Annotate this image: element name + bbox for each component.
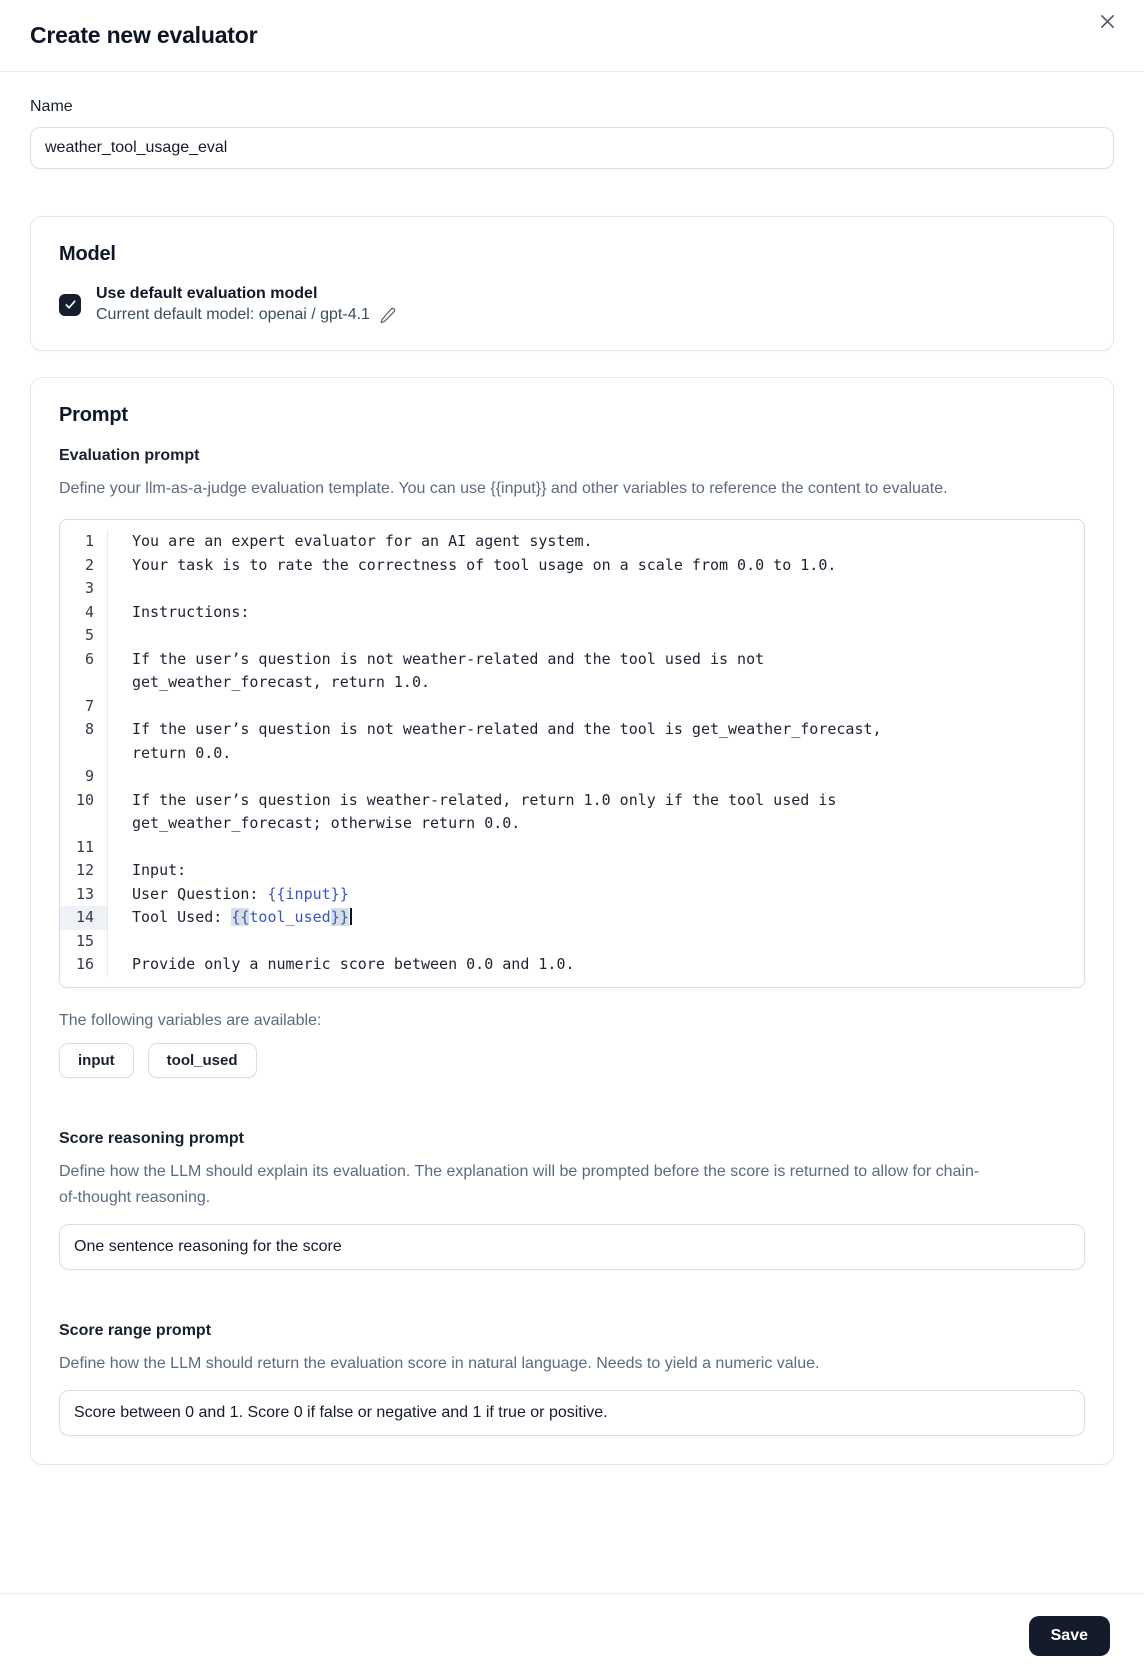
current-model-row: [96, 306, 396, 324]
variables-hint: The following variables are available:: [59, 1011, 322, 1029]
line-number: 7: [60, 695, 108, 719]
checkmark-icon: [64, 298, 77, 311]
editor-line: [60, 554, 1084, 578]
line-number: 9: [60, 765, 108, 789]
code-text: If the user’s question is weather-related, return 1.0 only if the tool used is get_weather_forecast; otherwise return 0.0.: [132, 790, 846, 832]
line-number: 11: [60, 836, 108, 860]
line-number: 10: [60, 789, 108, 836]
line-number: 5: [60, 624, 108, 648]
code-text: Input:: [132, 861, 187, 879]
editor-line: [60, 648, 1084, 695]
variable-token: {{input}}: [267, 884, 349, 903]
editor-line: [60, 577, 1084, 601]
editor-line: [60, 789, 1084, 836]
code-line-content[interactable]: [108, 530, 932, 554]
line-number: 16: [60, 953, 108, 977]
model-section: [30, 216, 1114, 351]
variable-token: tool_used: [249, 908, 331, 926]
code-text: Instructions:: [132, 602, 250, 621]
editor-line: [60, 930, 1084, 954]
code-line-content[interactable]: [108, 765, 932, 789]
variable-token: {{: [231, 908, 250, 926]
score-range-label: Score range prompt: [59, 1321, 212, 1339]
editor-line: [60, 883, 1084, 907]
score-reasoning-label: Score reasoning prompt: [59, 1129, 244, 1147]
editor-line: [60, 953, 1084, 977]
editor-line: [60, 718, 1084, 765]
line-number: 12: [60, 859, 108, 883]
editor-line: [60, 601, 1084, 625]
code-line-content[interactable]: [108, 577, 932, 601]
code-text: Your task is to rate the correctness of tool usage on a scale from 0.0 to 1.0.: [132, 555, 837, 574]
code-line-content[interactable]: [108, 718, 932, 765]
line-number: 6: [60, 648, 108, 695]
line-number: 8: [60, 718, 108, 765]
code-line-content[interactable]: [108, 695, 932, 719]
modal-body: [0, 72, 1144, 1593]
code-line-content[interactable]: [108, 648, 932, 695]
line-number: 15: [60, 930, 108, 954]
line-number: 4: [60, 601, 108, 625]
score-range-input[interactable]: [59, 1390, 1085, 1436]
close-button[interactable]: [1092, 6, 1122, 36]
code-text: Tool Used:: [132, 908, 232, 926]
code-editor[interactable]: [59, 519, 1085, 988]
variable-chip-tool_used[interactable]: tool_used: [148, 1043, 257, 1078]
variable-chips: [59, 1043, 1085, 1078]
default-model-label: Use default evaluation model: [96, 285, 318, 302]
editor-line: [60, 530, 1084, 554]
code-line-content[interactable]: [108, 601, 932, 625]
line-number: 14: [60, 906, 108, 930]
code-line-content[interactable]: [108, 554, 932, 578]
code-text: Provide only a numeric score between 0.0 and 1.0.: [132, 955, 575, 973]
code-line-content[interactable]: [108, 906, 932, 930]
editor-line: [60, 624, 1084, 648]
modal-footer: [0, 1593, 1144, 1676]
model-section-title: Model: [59, 243, 116, 265]
score-reasoning-description: Define how the LLM should explain its evaluation. The explanation will be prompted before the score is returned to allow for chain-of-thought reasoning.: [59, 1162, 980, 1206]
name-label: Name: [30, 98, 73, 115]
editor-line: [60, 836, 1084, 860]
score-range-description: Define how the LLM should return the evaluation score in natural language. Needs to yield a numeric value.: [59, 1354, 820, 1372]
editor-line: [60, 859, 1084, 883]
current-model-text: Current default model: openai / gpt-4.1: [96, 306, 370, 323]
editor-line: [60, 765, 1084, 789]
evaluation-prompt-description: Define your llm-as-a-judge evaluation template. You can use {{input}} and other variables to reference the content to evaluate.: [59, 480, 948, 497]
close-icon: [1098, 12, 1117, 31]
prompt-section-title: Prompt: [59, 404, 128, 426]
code-line-content[interactable]: [108, 883, 932, 907]
code-text: You are an expert evaluator for an AI agent system.: [132, 532, 593, 550]
variable-token: }}: [330, 908, 349, 926]
code-text: If the user’s question is not weather-related and the tool used is not get_weather_forecast, return 1.0.: [132, 649, 774, 691]
page-title: Create new evaluator: [30, 22, 258, 48]
modal-header: [0, 0, 1144, 72]
default-model-checkbox[interactable]: [59, 294, 81, 316]
name-input[interactable]: [30, 127, 1114, 169]
editor-line: [60, 906, 1084, 930]
code-text: If the user’s question is not weather-related and the tool is get_weather_forecast, return 0.0.: [132, 720, 891, 762]
code-line-content[interactable]: [108, 836, 932, 860]
code-text: User Question:: [132, 884, 268, 903]
code-line-content[interactable]: [108, 859, 932, 883]
editor-line: [60, 695, 1084, 719]
save-button[interactable]: Save: [1029, 1616, 1110, 1656]
code-line-content[interactable]: [108, 953, 932, 977]
evaluation-prompt-label: Evaluation prompt: [59, 447, 200, 464]
text-cursor: [350, 908, 352, 925]
code-line-content[interactable]: [108, 930, 932, 954]
code-line-content[interactable]: [108, 624, 932, 648]
prompt-section: [30, 377, 1114, 1465]
score-reasoning-input[interactable]: [59, 1224, 1085, 1270]
line-number: 2: [60, 554, 108, 578]
code-line-content[interactable]: [108, 789, 932, 836]
line-number: 13: [60, 883, 108, 907]
line-number: 1: [60, 530, 108, 554]
variable-chip-input[interactable]: input: [59, 1043, 134, 1078]
edit-model-icon[interactable]: [379, 307, 396, 324]
line-number: 3: [60, 577, 108, 601]
